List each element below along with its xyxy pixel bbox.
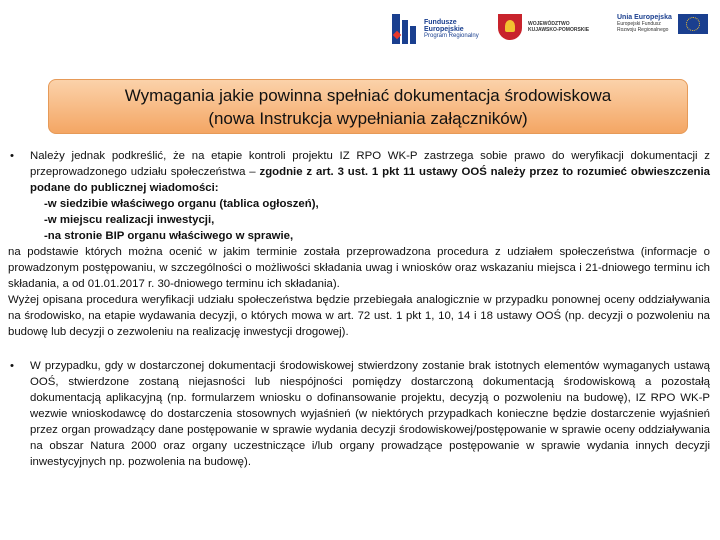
ue-line2: Europejski Fundusz [617, 21, 661, 27]
bullet-1-bold: zgodnie z art. 3 ust. 1 pkt 11 ustawy OOŚ należy przez to rozumieć obwieszczenia podane do publicznej wiadomości: [30, 166, 710, 194]
bullet-marker: • [10, 360, 14, 372]
eu-flag-icon [678, 14, 708, 34]
unia-europejska-logo [617, 14, 708, 34]
paragraph-1: na podstawie których można ocenić w jakim terminie została przeprowadzona procedura z udziałem społeczeństwa (informacje o prowadzonym postępowaniu, w szczególności o możliwości składania uwag i wniosków oraz wskazaniu miejsca i 21-dniowego terminu ich składania, a od 01.01.2017 r. 30-dniowego terminu ich składania). [8, 246, 710, 290]
title-line-2: (nowa Instrukcja wypełniania załączników) [208, 109, 528, 128]
fe-line2: Europejskie [424, 25, 464, 33]
fe-logo-text [424, 19, 479, 40]
sub-item: -na stronie BIP organu właściwego w sprawie, [44, 230, 294, 242]
title-line-1: Wymagania jakie powinna spełniać dokumentacja środowiskowa [124, 86, 612, 105]
kp-line2: KUJAWSKO-POMORSKIE [528, 27, 590, 33]
bullet-marker: • [10, 150, 14, 162]
bullet-1-intro: Należy jednak podkreślić, że na etapie kontroli projektu IZ RPO WK-P zastrzega sobie prawo do weryfikacji dokumentacji z przeprowadzonego udziału społeczeństwa – [30, 150, 710, 178]
slide-body [8, 148, 710, 470]
sub-item: -w miejscu realizacji inwestycji, [44, 214, 215, 226]
bullet-2-body: W przypadku, gdy w dostarczonej dokumentacji środowiskowej stwierdzony zostanie brak istotnych elementów wymaganych ustawą OOŚ, stwierdzone zostaną niejasności lub niespójności pomiędzy dostarczoną dokumentacją środowiskową a pozostałą dokumentacją aplikacyjną (np. formularzem wniosku o dofinansowanie projektu, decyzją o pozwoleniu na budowę), IZ RPO WK-P wezwie wnioskodawcę do dostarczenia stosownych wyjaśnień (w niektórych przypadkach konieczne będzie dostarczenie wyjaśnień przez organ prowadzący dane postępowanie w sprawie wydania decyzji środowiskowej/postępowanie w sprawie oceny oddziaływania na obszar Natura 2000 oraz organy uczestniczące i/lub organy prowadzące postępowanie w sprawie wydania innych decyzji inwestycyjnych np. pozwolenia na budowę). [30, 360, 710, 468]
logo-bar [0, 14, 720, 64]
bullet-2 [8, 358, 710, 470]
ue-line1: Unia Europejska [617, 14, 672, 21]
fe-line1: Fundusze [424, 18, 457, 26]
bullet-1 [8, 148, 710, 244]
kp-line1: WOJEWÓDZTWO [528, 21, 570, 27]
bullet-1-body [30, 148, 710, 244]
ue-line3: Rozwoju Regionalnego [617, 27, 669, 33]
kujawsko-pomorskie-logo [498, 14, 589, 40]
fe-mark-icon [392, 14, 418, 44]
ue-logo-text [617, 15, 672, 33]
fe-line3: Program Regionalny [424, 32, 479, 39]
kp-logo-text [528, 21, 589, 33]
paragraph-2: Wyżej opisana procedura weryfikacji udziału społeczeństwa będzie przebiegała analogicznie w przypadku ponownej oceny oddziaływania na środowisko, na etapie wydawania decyzji, o których mowa w art. 72 ust. 1 pkt 1, 10, 14 i 18 ustawy OOŚ (np. decyzji o pozwoleniu na budowę lub decyzji o zezwoleniu na realizację inwestycji drogowej). [8, 294, 710, 338]
fundusze-europejskie-logo [392, 14, 479, 44]
sub-item: -w siedzibie właściwego organu (tablica ogłoszeń), [44, 198, 319, 210]
coat-of-arms-icon [498, 14, 522, 40]
slide-title [48, 79, 688, 134]
